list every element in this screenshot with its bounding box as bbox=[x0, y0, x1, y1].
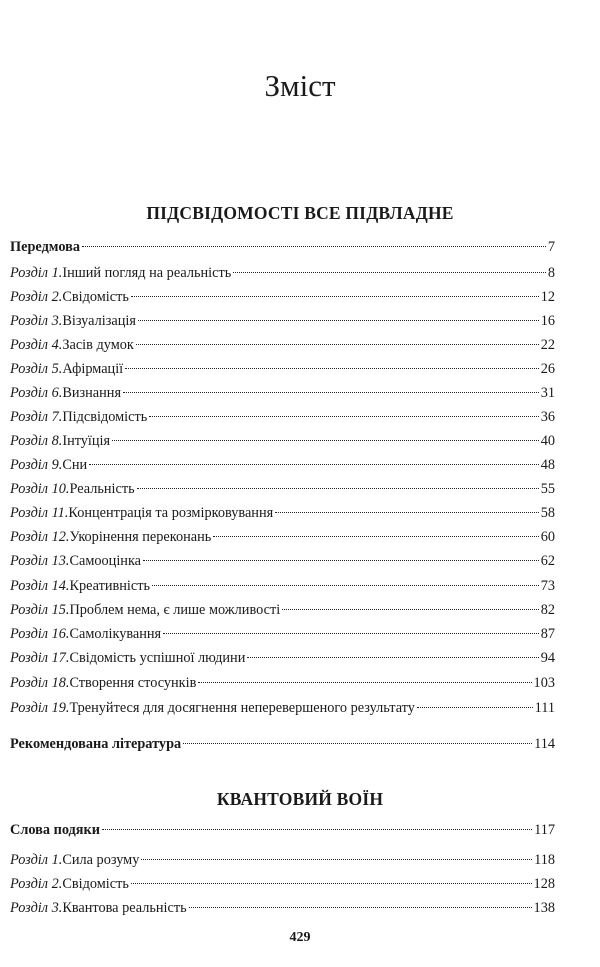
chapter-number: Розділ 1. bbox=[10, 852, 63, 868]
toc-entry bbox=[10, 334, 555, 356]
entry-page-number: 7 bbox=[547, 239, 555, 255]
entry-page-number: 48 bbox=[540, 457, 555, 473]
entry-page-number: 58 bbox=[540, 505, 555, 521]
page-number: 429 bbox=[289, 930, 311, 945]
entry-page-number: 82 bbox=[540, 602, 555, 618]
entry-title: Креативність bbox=[69, 578, 151, 594]
dot-leader bbox=[149, 416, 538, 417]
entry-page-number: 12 bbox=[540, 289, 555, 305]
dot-leader bbox=[198, 682, 531, 683]
entry-page-number: 117 bbox=[534, 822, 555, 838]
chapter-number: Розділ 8. bbox=[10, 433, 63, 449]
entry-title: Визнання bbox=[62, 385, 122, 401]
chapter-number: Розділ 19. bbox=[10, 700, 70, 716]
dot-leader bbox=[137, 488, 539, 489]
chapter-number: Розділ 2. bbox=[10, 876, 63, 892]
dot-leader bbox=[282, 609, 539, 610]
toc-entry bbox=[10, 262, 555, 284]
entry-title: Інший погляд на реальність bbox=[62, 265, 232, 281]
chapter-number: Розділ 17. bbox=[10, 650, 70, 666]
toc-entry bbox=[10, 382, 555, 404]
chapter-number: Розділ 10. bbox=[10, 481, 70, 497]
entry-page-number: 60 bbox=[540, 529, 555, 545]
entry-page-number: 118 bbox=[534, 852, 555, 868]
chapter-number: Розділ 6. bbox=[10, 385, 63, 401]
toc-entry bbox=[10, 873, 555, 895]
entry-page-number: 114 bbox=[534, 736, 555, 752]
toc-entry bbox=[10, 236, 555, 258]
entry-title: Створення стосунків bbox=[69, 675, 197, 691]
chapter-number: Розділ 2. bbox=[10, 289, 63, 305]
entry-page-number: 128 bbox=[533, 876, 555, 892]
entry-title: Афірмації bbox=[62, 361, 124, 377]
chapter-number: Розділ 5. bbox=[10, 361, 63, 377]
entry-page-number: 40 bbox=[540, 433, 555, 449]
dot-leader bbox=[102, 829, 532, 830]
entry-title: Самолікування bbox=[69, 626, 162, 642]
dot-leader bbox=[247, 657, 538, 658]
toc-entry bbox=[10, 454, 555, 476]
entry-page-number: 87 bbox=[540, 626, 555, 642]
entry-title: Візуалізація bbox=[62, 313, 136, 329]
entry-title: Рекомендована література bbox=[10, 736, 182, 752]
entry-title: Свідомість bbox=[62, 289, 129, 305]
page-title: Зміст bbox=[264, 68, 336, 103]
entry-title: Самооцінка bbox=[69, 553, 142, 569]
chapter-number: Розділ 7. bbox=[10, 409, 63, 425]
entry-title: Проблем нема, є лише можливості bbox=[69, 602, 281, 618]
toc-entry bbox=[10, 819, 555, 841]
toc-entry bbox=[10, 310, 555, 332]
dot-leader bbox=[141, 859, 532, 860]
dot-leader bbox=[136, 344, 539, 345]
entry-title: Сила розуму bbox=[62, 852, 140, 868]
entry-page-number: 103 bbox=[533, 675, 555, 691]
chapter-number: Розділ 4. bbox=[10, 337, 63, 353]
toc-entry bbox=[10, 502, 555, 524]
chapter-number: Розділ 11. bbox=[10, 505, 69, 521]
chapter-number: Розділ 14. bbox=[10, 578, 70, 594]
entry-title: Підсвідомість bbox=[62, 409, 148, 425]
toc-entry bbox=[10, 849, 555, 871]
toc-entry bbox=[10, 430, 555, 452]
entry-page-number: 94 bbox=[540, 650, 555, 666]
dot-leader bbox=[233, 272, 546, 273]
chapter-number: Розділ 3. bbox=[10, 900, 63, 916]
dot-leader bbox=[138, 320, 539, 321]
entry-title: Укорінення переконань bbox=[69, 529, 212, 545]
entry-title: Концентрація та розмірковування bbox=[68, 505, 274, 521]
chapter-number: Розділ 1. bbox=[10, 265, 63, 281]
toc-entry bbox=[10, 672, 555, 694]
entry-title: Тренуйтеся для досягнення неперевершеного результату bbox=[69, 700, 415, 716]
toc-entry bbox=[10, 697, 555, 719]
toc-entry bbox=[10, 286, 555, 308]
entry-page-number: 22 bbox=[540, 337, 555, 353]
entry-title: Свідомість успішної людини bbox=[69, 650, 246, 666]
entry-title: Слова подяки bbox=[10, 822, 100, 838]
entry-page-number: 8 bbox=[547, 265, 555, 281]
toc-entry bbox=[10, 406, 555, 428]
dot-leader bbox=[213, 536, 538, 537]
dot-leader bbox=[183, 743, 532, 744]
toc-entry bbox=[10, 575, 555, 597]
dot-leader bbox=[89, 464, 539, 465]
section-title: ПІДСВІДОМОСТІ ВСЕ ПІДВЛАДНЕ bbox=[146, 203, 454, 223]
entry-title: Сни bbox=[62, 457, 88, 473]
toc-entry bbox=[10, 623, 555, 645]
toc-entry bbox=[10, 599, 555, 621]
entry-title: Реальність bbox=[69, 481, 135, 497]
entry-title: Передмова bbox=[10, 239, 81, 255]
dot-leader bbox=[143, 560, 539, 561]
chapter-number: Розділ 12. bbox=[10, 529, 70, 545]
toc-entry bbox=[10, 526, 555, 548]
toc-entry bbox=[10, 550, 555, 572]
entry-title: Інтуїція bbox=[62, 433, 111, 449]
dot-leader bbox=[275, 512, 539, 513]
chapter-number: Розділ 13. bbox=[10, 553, 70, 569]
entry-page-number: 26 bbox=[540, 361, 555, 377]
dot-leader bbox=[112, 440, 539, 441]
dot-leader bbox=[82, 246, 546, 247]
toc-entry bbox=[10, 733, 555, 755]
entry-page-number: 36 bbox=[540, 409, 555, 425]
dot-leader bbox=[163, 633, 539, 634]
entry-page-number: 73 bbox=[540, 578, 555, 594]
toc-entry bbox=[10, 478, 555, 500]
chapter-number: Розділ 3. bbox=[10, 313, 63, 329]
dot-leader bbox=[189, 907, 532, 908]
entry-title: Засів думок bbox=[62, 337, 134, 353]
entry-page-number: 111 bbox=[534, 700, 555, 716]
entry-page-number: 138 bbox=[533, 900, 555, 916]
dot-leader bbox=[152, 585, 539, 586]
chapter-number: Розділ 18. bbox=[10, 675, 70, 691]
entry-page-number: 55 bbox=[540, 481, 555, 497]
entry-page-number: 62 bbox=[540, 553, 555, 569]
chapter-number: Розділ 15. bbox=[10, 602, 70, 618]
dot-leader bbox=[125, 368, 539, 369]
entry-page-number: 31 bbox=[540, 385, 555, 401]
dot-leader bbox=[417, 707, 533, 708]
section-title: КВАНТОВИЙ ВОЇН bbox=[216, 789, 384, 809]
toc-entry bbox=[10, 647, 555, 669]
entry-title: Свідомість bbox=[62, 876, 129, 892]
entry-title: Квантова реальність bbox=[62, 900, 187, 916]
dot-leader bbox=[123, 392, 539, 393]
dot-leader bbox=[131, 883, 532, 884]
chapter-number: Розділ 16. bbox=[10, 626, 70, 642]
chapter-number: Розділ 9. bbox=[10, 457, 63, 473]
toc-entry bbox=[10, 358, 555, 380]
toc-entry bbox=[10, 897, 555, 919]
entry-page-number: 16 bbox=[540, 313, 555, 329]
dot-leader bbox=[131, 296, 539, 297]
